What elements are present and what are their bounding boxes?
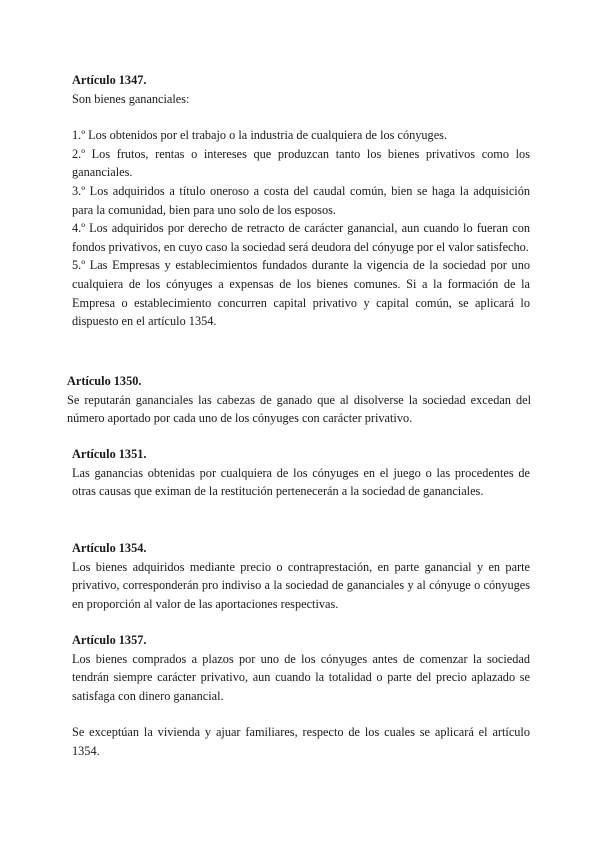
article-title: Artículo 1357. xyxy=(72,633,147,647)
article-title: Artículo 1347. xyxy=(72,73,147,87)
article-1357 xyxy=(72,631,530,761)
spacer xyxy=(72,108,530,126)
article-text: Los bienes comprados a plazos por uno de los cónyuges antes de comenzar la sociedad tendrán siempre carácter privativo, aun cuando la totalidad o parte del precio aplazado se satisfaga con dinero ganancial. xyxy=(72,651,530,703)
list-item: 5.º Las Empresas y establecimientos fundados durante la vigencia de la sociedad por uno cualquiera de los cónyuges a expensas de los bienes comunes. Si a la formación de la Empresa o establecimiento concurren capital privativo y capital común, se aplicará lo dispuesto en el artículo 1354. xyxy=(72,258,530,329)
article-1354 xyxy=(72,539,530,613)
list-item: 3.º Los adquiridos a título oneroso a costa del caudal común, bien se haga la adquisición para la comunidad, bien para uno solo de los esposos. xyxy=(72,183,530,217)
article-title: Artículo 1351. xyxy=(72,447,147,461)
article-title: Artículo 1350. xyxy=(67,374,142,388)
list-item: 1.º Los obtenidos por el trabajo o la industria de cualquiera de los cónyuges. xyxy=(72,128,448,143)
article-1347 xyxy=(72,71,530,331)
spacer xyxy=(72,705,530,723)
article-text: Se reputarán gananciales las cabezas de ganado que al disolverse la sociedad excedan del número aportado por cada uno de los cónyuges con carácter privativo. xyxy=(67,392,531,426)
article-text: Se exceptúan la vivienda y ajuar familiares, respecto de los cuales se aplicará el artículo 1354. xyxy=(72,725,530,758)
list-item: 2.º Los frutos, rentas o intereses que produzcan tanto los bienes privativos como los gananciales. xyxy=(72,146,530,180)
article-text: Los bienes adquiridos mediante precio o contraprestación, en parte ganancial y en parte privativo, corresponderán pro indiviso a la sociedad de gananciales y al cónyuge o cónyuges en proporción al valor de las aportaciones respectivas. xyxy=(72,559,530,611)
article-intro: Son bienes gananciales: xyxy=(72,91,190,106)
list-item: 4.º Los adquiridos por derecho de retracto de carácter ganancial, aun cuando lo fueran con fondos privativos, en cuyo caso la sociedad será deudora del cónyuge por el valor satisfecho. xyxy=(72,221,530,254)
article-1351 xyxy=(72,445,530,501)
article-1350 xyxy=(67,372,531,428)
article-text: Las ganancias obtenidas por cualquiera de los cónyuges en el juego o las procedentes de otras causas que eximan de la restitución pertenecerán a la sociedad de gananciales. xyxy=(72,465,530,499)
article-title: Artículo 1354. xyxy=(72,541,147,555)
